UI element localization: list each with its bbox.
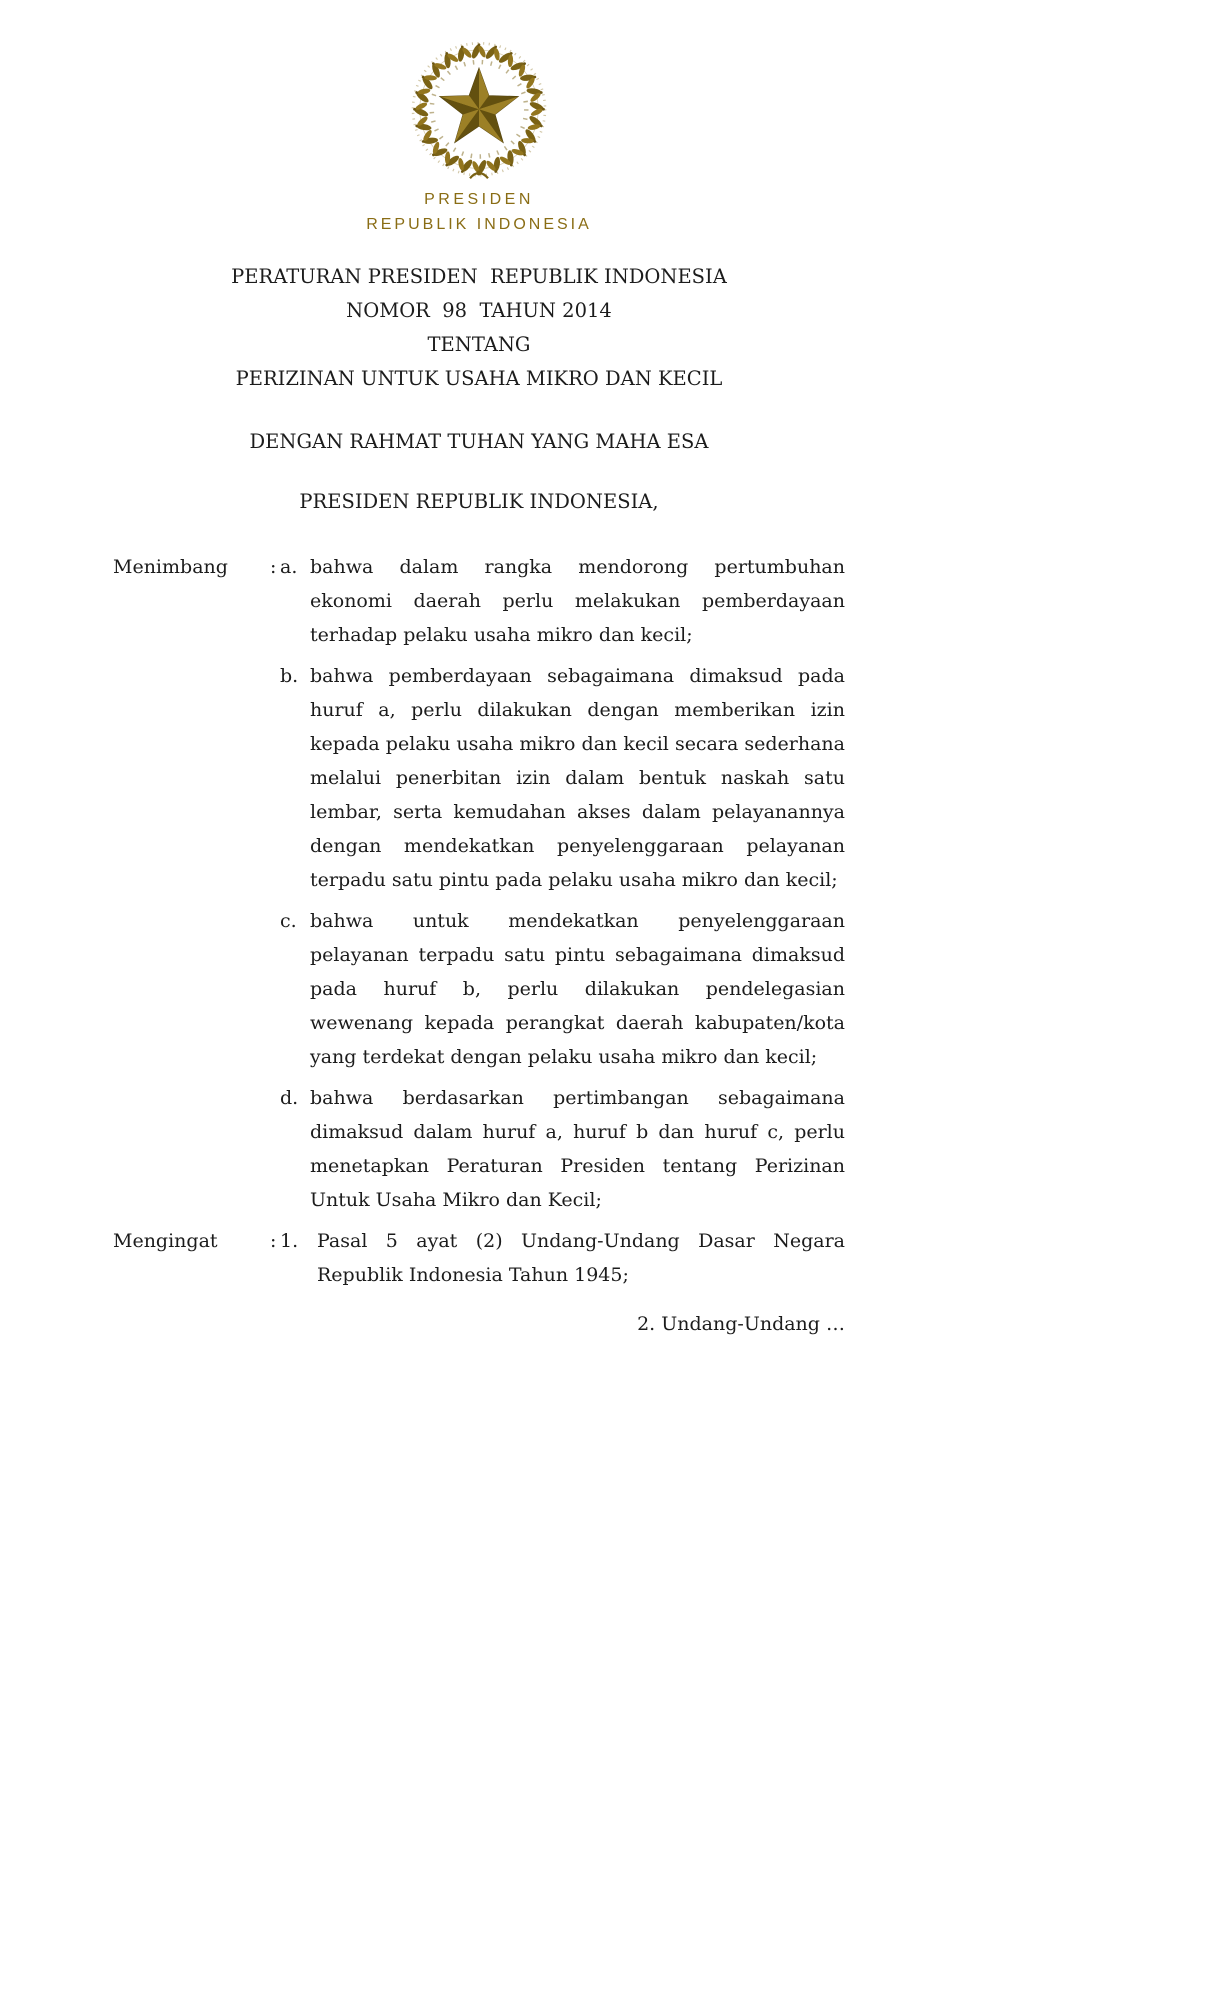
regulation-number: NOMOR 98 TAHUN 2014 — [346, 299, 612, 322]
mengingat-section — [113, 1224, 845, 1292]
item-marker: c. — [280, 910, 297, 932]
regulation-subject: PERIZINAN UNTUK USAHA MIKRO DAN KECIL — [235, 367, 723, 390]
item-text: Pasal 5 ayat (2) Undang-Undang Dasar Negara Republik Indonesia Tahun 1945; — [317, 1230, 845, 1286]
item-marker: b. — [280, 665, 299, 687]
item-text: bahwa untuk mendekatkan penyelenggaraan pelayanan terpadu satu pintu sebagaimana dimaksud pada huruf b, perlu dilakukan pendelegasian wewenang kepada perangkat daerah kabupaten/kota yang terdekat dengan pelaku usaha mikro dan kecil; — [310, 910, 845, 1068]
menimbang-label: Menimbang — [113, 556, 228, 578]
regulation-title: PERATURAN PRESIDEN REPUBLIK INDONESIA — [231, 265, 727, 288]
consideration-item-b — [280, 659, 845, 897]
invocation-line: DENGAN RAHMAT TUHAN YANG MAHA ESA — [249, 430, 709, 453]
menimbang-colon: : — [270, 556, 277, 578]
menimbang-items — [280, 550, 845, 1217]
item-text: bahwa pemberdayaan sebagaimana dimaksud pada huruf a, perlu dilakukan dengan memberikan izin kepada pelaku usaha mikro dan kecil secara sederhana melalui penerbitan izin dalam bentuk naskah satu lembar, serta kemudahan akses dalam pelayanannya dengan mendekatkan penyelenggaraan pelayanan terpadu satu pintu pada pelaku usaha mikro dan kecil; — [310, 665, 845, 891]
presidential-seal-icon — [404, 34, 554, 186]
mengingat-label: Mengingat — [113, 1230, 218, 1252]
tentang-label: TENTANG — [427, 333, 531, 356]
consideration-item-c — [280, 904, 845, 1074]
title-block — [113, 260, 845, 396]
letterhead — [113, 0, 845, 238]
legal-basis-item-1 — [280, 1224, 845, 1292]
document-content — [113, 0, 845, 1341]
item-text: bahwa berdasarkan pertimbangan sebagaimana dimaksud dalam huruf a, huruf b dan huruf c, perlu menetapkan Peraturan Presiden tentang Perizinan Untuk Usaha Mikro dan Kecil; — [310, 1087, 845, 1211]
seal-caption-republik-indonesia: REPUBLIK INDONESIA — [366, 216, 592, 233]
seal-caption-presiden: PRESIDEN — [424, 191, 534, 208]
mengingat-items — [280, 1224, 845, 1292]
catchword: 2. Undang-Undang … — [637, 1313, 845, 1335]
consideration-item-d — [280, 1081, 845, 1217]
item-text: bahwa dalam rangka mendorong pertumbuhan ekonomi daerah perlu melakukan pemberdayaan terhadap pelaku usaha mikro dan kecil; — [310, 556, 845, 646]
item-marker: 1. — [280, 1230, 299, 1252]
item-marker: a. — [280, 556, 298, 578]
menimbang-section — [113, 550, 845, 1217]
consideration-item-a — [280, 550, 845, 652]
mengingat-colon: : — [270, 1230, 277, 1252]
seal-caption — [113, 188, 845, 238]
enacting-authority-line: PRESIDEN REPUBLIK INDONESIA, — [299, 490, 659, 513]
item-marker: d. — [280, 1087, 299, 1109]
